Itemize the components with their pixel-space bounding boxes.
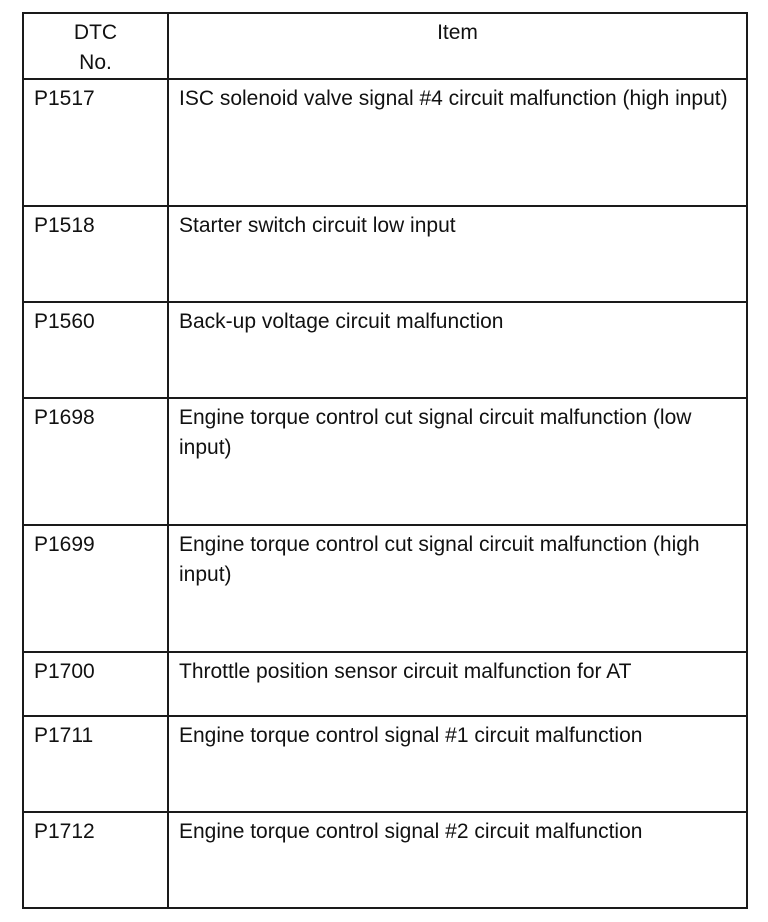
dtc-code: P1700: [23, 652, 168, 716]
header-item: Item: [168, 13, 747, 79]
dtc-table: [22, 12, 748, 909]
dtc-item: Starter switch circuit low input: [168, 206, 747, 302]
dtc-item: Engine torque control cut signal circuit malfunction (low input): [168, 398, 747, 525]
header-dtc-line2: No.: [79, 51, 112, 74]
dtc-item: Throttle position sensor circuit malfunction for AT: [168, 652, 747, 716]
header-dtc-line1: DTC: [73, 21, 118, 44]
table-row: [23, 812, 747, 908]
table-row: [23, 206, 747, 302]
dtc-item: Back-up voltage circuit malfunction: [168, 302, 747, 398]
dtc-code: P1711: [23, 716, 168, 812]
table-row: [23, 398, 747, 525]
dtc-code: P1698: [23, 398, 168, 525]
dtc-code: P1560: [23, 302, 168, 398]
table-header-row: [23, 13, 747, 79]
dtc-code: P1518: [23, 206, 168, 302]
dtc-item: Engine torque control signal #2 circuit malfunction: [168, 812, 747, 908]
dtc-item: Engine torque control signal #1 circuit malfunction: [168, 716, 747, 812]
dtc-code: P1517: [23, 79, 168, 206]
header-dtc-no: [23, 13, 168, 79]
table-row: [23, 716, 747, 812]
dtc-code: P1712: [23, 812, 168, 908]
dtc-item: ISC solenoid valve signal #4 circuit malfunction (high input): [168, 79, 747, 206]
dtc-code: P1699: [23, 525, 168, 652]
dtc-item: Engine torque control cut signal circuit malfunction (high input): [168, 525, 747, 652]
table-row: [23, 302, 747, 398]
table-row: [23, 525, 747, 652]
table-row: [23, 652, 747, 716]
table-row: [23, 79, 747, 206]
